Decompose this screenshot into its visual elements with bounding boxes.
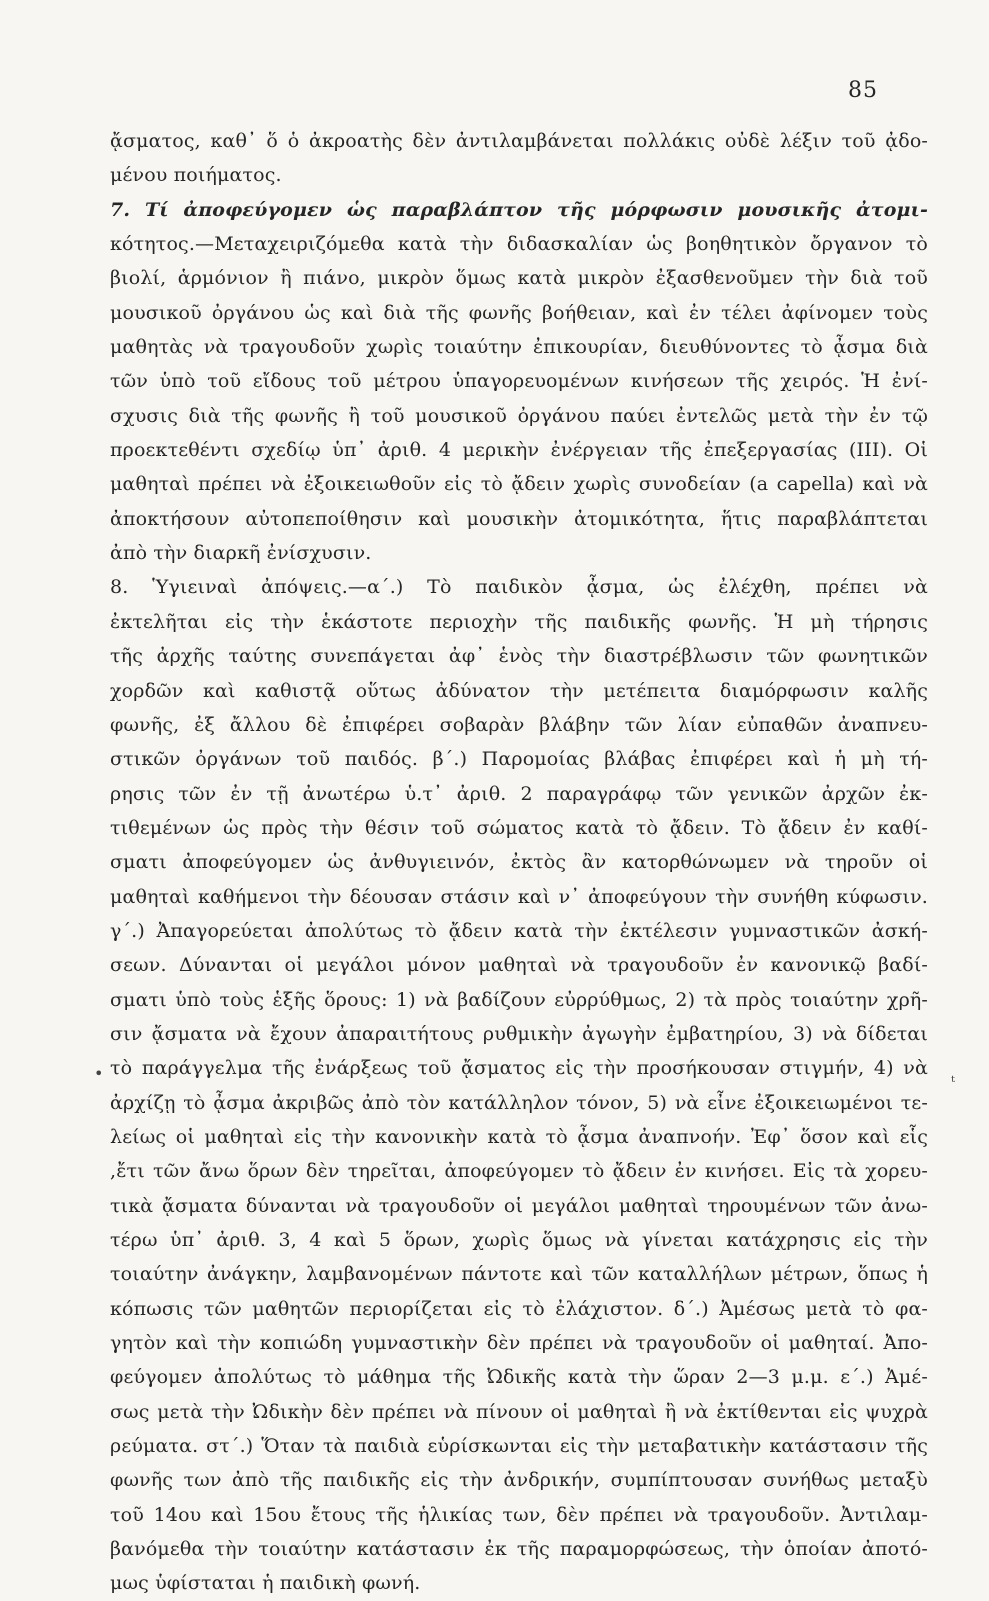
- section-heading-8: 8. Ὑγιειναὶ ἀπόψεις.—α΄.) Τὸ παιδικὸν ᾆσμα, ὡς ἐλέχθη, πρέπει νὰ: [110, 576, 928, 599]
- text-line: κόπωσις τῶν μαθητῶν περιορίζεται εἰς τὸ ἐλάχιστον. δ΄.) Ἀμέσως μετὰ τὸ φα-: [110, 1297, 928, 1320]
- text-line: στικῶν ὀργάνων τοῦ παιδός. β΄.) Παρομοίας βλάβας ἐπιφέρει καὶ ἡ μὴ τή-: [110, 748, 928, 771]
- text-line: μαθηταὶ καθήμενοι τὴν δέουσαν στάσιν καὶ ν᾽ ἀποφεύγουν τὴν συνήθη κύφωσιν.: [110, 885, 928, 908]
- stray-dot-mark: •: [94, 1064, 104, 1083]
- text-line: φωνῆς των ἀπὸ τῆς παιδικῆς εἰς τὴν ἀνδρικήν, συμπίπτουσαν συνήθως μεταξὺ: [110, 1469, 928, 1492]
- text-line: ἐκτελῆται εἰς τὴν ἑκάστοτε περιοχὴν τῆς παιδικῆς φωνῆς. Ἡ μὴ τήρησις: [110, 610, 928, 633]
- text-line: τὸ παράγγελμα τῆς ἐνάρξεως τοῦ ᾄσματος εἰς τὴν προσήκουσαν στιγμήν, 4) νὰ: [110, 1057, 928, 1080]
- text-line: φεύγομεν ἀπολύτως τὸ μάθημα τῆς Ὠδικῆς κατὰ τὴν ὥραν 2—3 μ.μ. ε΄.) Ἀμέ-: [110, 1366, 928, 1389]
- text-line: ᾄσματος, καθ᾽ ὅ ὁ ἀκροατὴς δὲν ἀντιλαμβάνεται πολλάκις οὐδὲ λέξιν τοῦ ᾀδο-: [110, 130, 928, 152]
- text-line: γητὸν καὶ τὴν κοπιώδη γυμναστικὴν δὲν πρέπει νὰ τραγουδοῦν οἱ μαθηταί. Ἀπο-: [110, 1332, 928, 1355]
- text-line: μουσικοῦ ὀργάνου ὡς καὶ διὰ τῆς φωνῆς βοήθειαν, καὶ ἐν τέλει ἀφίνομεν τοὺς: [110, 301, 928, 324]
- text-line: μαθηταὶ πρέπει νὰ ἐξοικειωθοῦν εἰς τὸ ᾄδειν χωρὶς συνοδείαν (a capella) καὶ νὰ: [110, 473, 928, 496]
- text-line: βανόμεθα τὴν τοιαύτην κατάστασιν ἐκ τῆς παραμορφώσεως, τὴν ὁποίαν ἀποτό-: [110, 1538, 928, 1561]
- text-line: βιολί, ἁρμόνιον ἢ πιάνο, μικρὸν ὅμως κατὰ μικρὸν ἐξασθενοῦμεν τὴν διὰ τοῦ: [110, 267, 928, 290]
- text-line: μως ὑφίσταται ἡ παιδικὴ φωνή.: [110, 1572, 421, 1595]
- text-line: μένου ποιήματος.: [110, 164, 282, 187]
- text-line: ρεύματα. στ΄.) Ὅταν τὰ παιδιὰ εὑρίσκωνται εἰς τὴν μεταβατικὴν κατάστασιν τῆς: [110, 1435, 928, 1458]
- text-line: τοιαύτην ἀνάγκην, λαμβανομένων πάντοτε καὶ τῶν καταλλήλων μέτρων, ὅπως ἡ: [110, 1263, 928, 1286]
- text-line: λείως οἱ μαθηταὶ εἰς τὴν κανονικὴν κατὰ τὸ ᾆσμα ἀναπνοήν. Ἐφ᾽ ὅσον καὶ εἷς: [110, 1125, 928, 1148]
- text-line: σως μετὰ τὴν Ὠδικὴν δὲν πρέπει νὰ πίνουν οἱ μαθηταὶ ἢ νὰ ἐκτίθενται εἰς ψυχρὰ: [110, 1400, 928, 1423]
- text-line: χορδῶν καὶ καθιστᾷ οὕτως ἀδύνατον τὴν μετέπειτα διαμόρφωσιν καλῆς: [110, 679, 928, 702]
- page-number: 85: [848, 78, 878, 103]
- text-line: σματι ἀποφεύγομεν ὡς ἀνθυγιεινόν, ἐκτὸς ἂν κατορθώνωμεν νὰ τηροῦν οἱ: [110, 851, 928, 874]
- text-line: κότητος.—Μεταχειριζόμεθα κατὰ τὴν διδασκαλίαν ὡς βοηθητικὸν ὄργανον τὸ: [110, 233, 928, 256]
- text-line: σματι ὑπὸ τοὺς ἑξῆς ὅρους: 1) νὰ βαδίζουν εὐρρύθμως, 2) τὰ πρὸς τοιαύτην χρῆ-: [110, 988, 928, 1011]
- text-line: προεκτεθέντι σχεδίῳ ὑπ᾽ ἀριθ. 4 μερικὴν ἐνέργειαν τῆς ἐπεξεργασίας (ΙΙΙ). Οἱ: [110, 439, 928, 462]
- text-line: ἀπὸ τὴν διαρκῆ ἐνίσχυσιν.: [110, 542, 372, 565]
- text-line: σιν ᾄσματα νὰ ἔχουν ἀπαραιτήτους ρυθμικὴν ἀγωγὴν ἐμβατηρίου, 3) νὰ δίδεται: [110, 1022, 928, 1045]
- body-text: [110, 124, 928, 1601]
- section-heading-7: 7. Τί ἀποφεύγομεν ὡς παραβλάπτον τῆς μόρφωσιν μουσικῆς ἀτομι-: [110, 198, 928, 221]
- text-line: τέρω ὑπ᾽ ἀριθ. 3, 4 καὶ 5 ὅρων, χωρὶς ὅμως νὰ γίνεται κατάχρησις εἰς τὴν: [110, 1229, 928, 1251]
- text-line: μαθητὰς νὰ τραγουδοῦν χωρὶς τοιαύτην ἐπικουρίαν, διευθύνοντες τὸ ᾆσμα διὰ: [110, 336, 928, 359]
- text-line: τῶν ὑπὸ τοῦ εἴδους τοῦ μέτρου ὑπαγορευομένων κινήσεων τῆς χειρός. Ἡ ἐνί-: [110, 370, 928, 393]
- text-line: ἀρχίζῃ τὸ ᾆσμα ἀκριβῶς ἀπὸ τὸν κατάλληλον τόνον, 5) νὰ εἶνε ἐξοικειωμένοι τε-: [110, 1091, 928, 1114]
- text-line: τοῦ 14ου καὶ 15ου ἔτους τῆς ἡλικίας των, δὲν πρέπει νὰ τραγουδοῦν. Ἀντιλαμ-: [110, 1503, 928, 1526]
- text-line: ἀποκτήσουν αὐτοπεποίθησιν καὶ μουσικὴν ἀτομικότητα, ἥτις παραβλάπτεται: [110, 507, 928, 530]
- text-line: σχυσις διὰ τῆς φωνῆς ἢ τοῦ μουσικοῦ ὀργάνου παύει ἐντελῶς μετὰ τὴν ἐν τῷ: [110, 404, 928, 427]
- text-line: τῆς ἀρχῆς ταύτης συνεπάγεται ἀφ᾽ ἑνὸς τὴν διαστρέβλωσιν τῶν φωνητικῶν: [110, 645, 928, 668]
- text-line: φωνῆς, ἐξ ἄλλου δὲ ἐπιφέρει σοβαρὰν βλάβην τῶν λίαν εὐπαθῶν ἀναπνευ-: [110, 713, 928, 736]
- stray-margin-mark: ᵗ: [951, 1072, 955, 1091]
- text-line: τιθεμένων ὡς πρὸς τὴν θέσιν τοῦ σώματος κατὰ τὸ ᾄδειν. Τὸ ᾄδειν ἐν καθί-: [110, 816, 928, 839]
- text-line: σεων. Δύνανται οἱ μεγάλοι μόνον μαθηταὶ νὰ τραγουδοῦν ἐν κανονικῷ βαδί-: [110, 954, 928, 977]
- text-line: ,ἔτι τῶν ἄνω ὅρων δὲν τηρεῖται, ἀποφεύγομεν τὸ ᾄδειν ἐν κινήσει. Εἰς τὰ χορευ-: [110, 1160, 928, 1183]
- text-line: γ΄.) Ἀπαγορεύεται ἀπολύτως τὸ ᾄδειν κατὰ τὴν ἐκτέλεσιν γυμναστικῶν ἀσκή-: [110, 919, 928, 942]
- text-line: τικὰ ᾄσματα δύνανται νὰ τραγουδοῦν οἱ μεγάλοι μαθηταὶ τηρουμένων τῶν ἀνω-: [110, 1194, 928, 1217]
- text-line: ρησις τῶν ἐν τῇ ἀνωτέρω ὑ.τ᾽ ἀριθ. 2 παραγράφῳ τῶν γενικῶν ἀρχῶν ἐκ-: [110, 782, 928, 805]
